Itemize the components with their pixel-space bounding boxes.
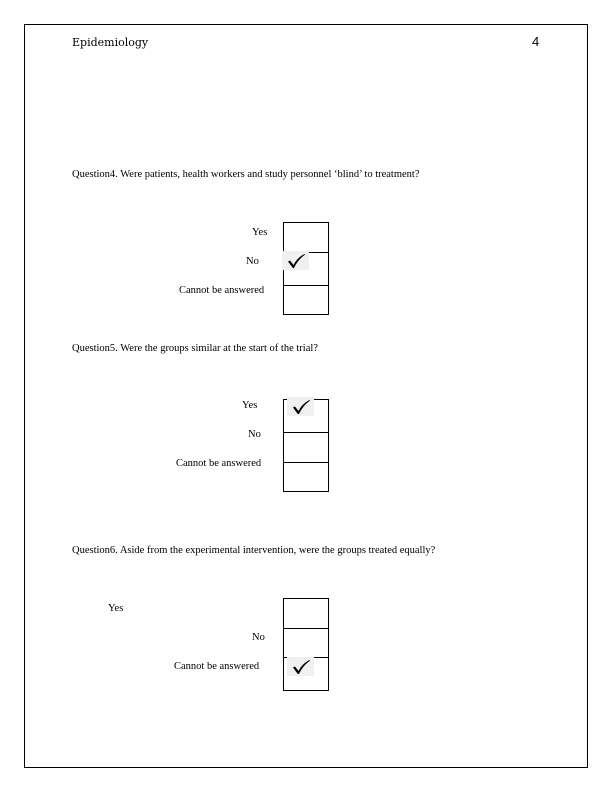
checkmark-icon	[287, 657, 314, 676]
q4-answer-box	[283, 222, 329, 315]
q4-option-yes-label: Yes	[252, 227, 268, 238]
q6-checkbox-no[interactable]	[284, 628, 328, 658]
q4-checkbox-no[interactable]	[284, 252, 328, 285]
q5-answer-box	[283, 399, 329, 492]
q5-option-yes-label: Yes	[242, 400, 258, 411]
running-header: Epidemiology	[72, 36, 149, 49]
q5-checkbox-cannot[interactable]	[284, 462, 328, 491]
q5-option-cannot-label: Cannot be answered	[176, 458, 262, 469]
question-6-text: Question6. Aside from the experimental intervention, were the groups treated equally?	[72, 545, 436, 556]
q6-option-no-label: No	[252, 632, 265, 643]
question-5-text: Question5. Were the groups similar at the start of the trial?	[72, 343, 318, 354]
q5-checkbox-yes[interactable]	[284, 400, 328, 433]
q5-option-no-label: No	[248, 429, 261, 440]
checkmark-icon	[287, 397, 314, 416]
q6-answer-box	[283, 598, 329, 691]
q4-option-cannot-label: Cannot be answered	[179, 285, 265, 296]
question-4-text: Question4. Were patients, health workers and study personnel ‘blind’ to treatment?	[72, 169, 420, 180]
q5-checkbox-no[interactable]	[284, 432, 328, 463]
q4-checkbox-cannot[interactable]	[284, 285, 328, 314]
q6-checkbox-cannot[interactable]	[284, 657, 328, 690]
q6-option-yes-label: Yes	[108, 603, 124, 614]
q6-checkbox-yes[interactable]	[284, 599, 328, 629]
page-number: 4	[532, 34, 540, 49]
q6-option-cannot-label: Cannot be answered	[174, 661, 260, 672]
checkmark-icon	[282, 251, 309, 270]
q4-option-no-label: No	[246, 256, 259, 267]
q4-checkbox-yes[interactable]	[284, 223, 328, 253]
